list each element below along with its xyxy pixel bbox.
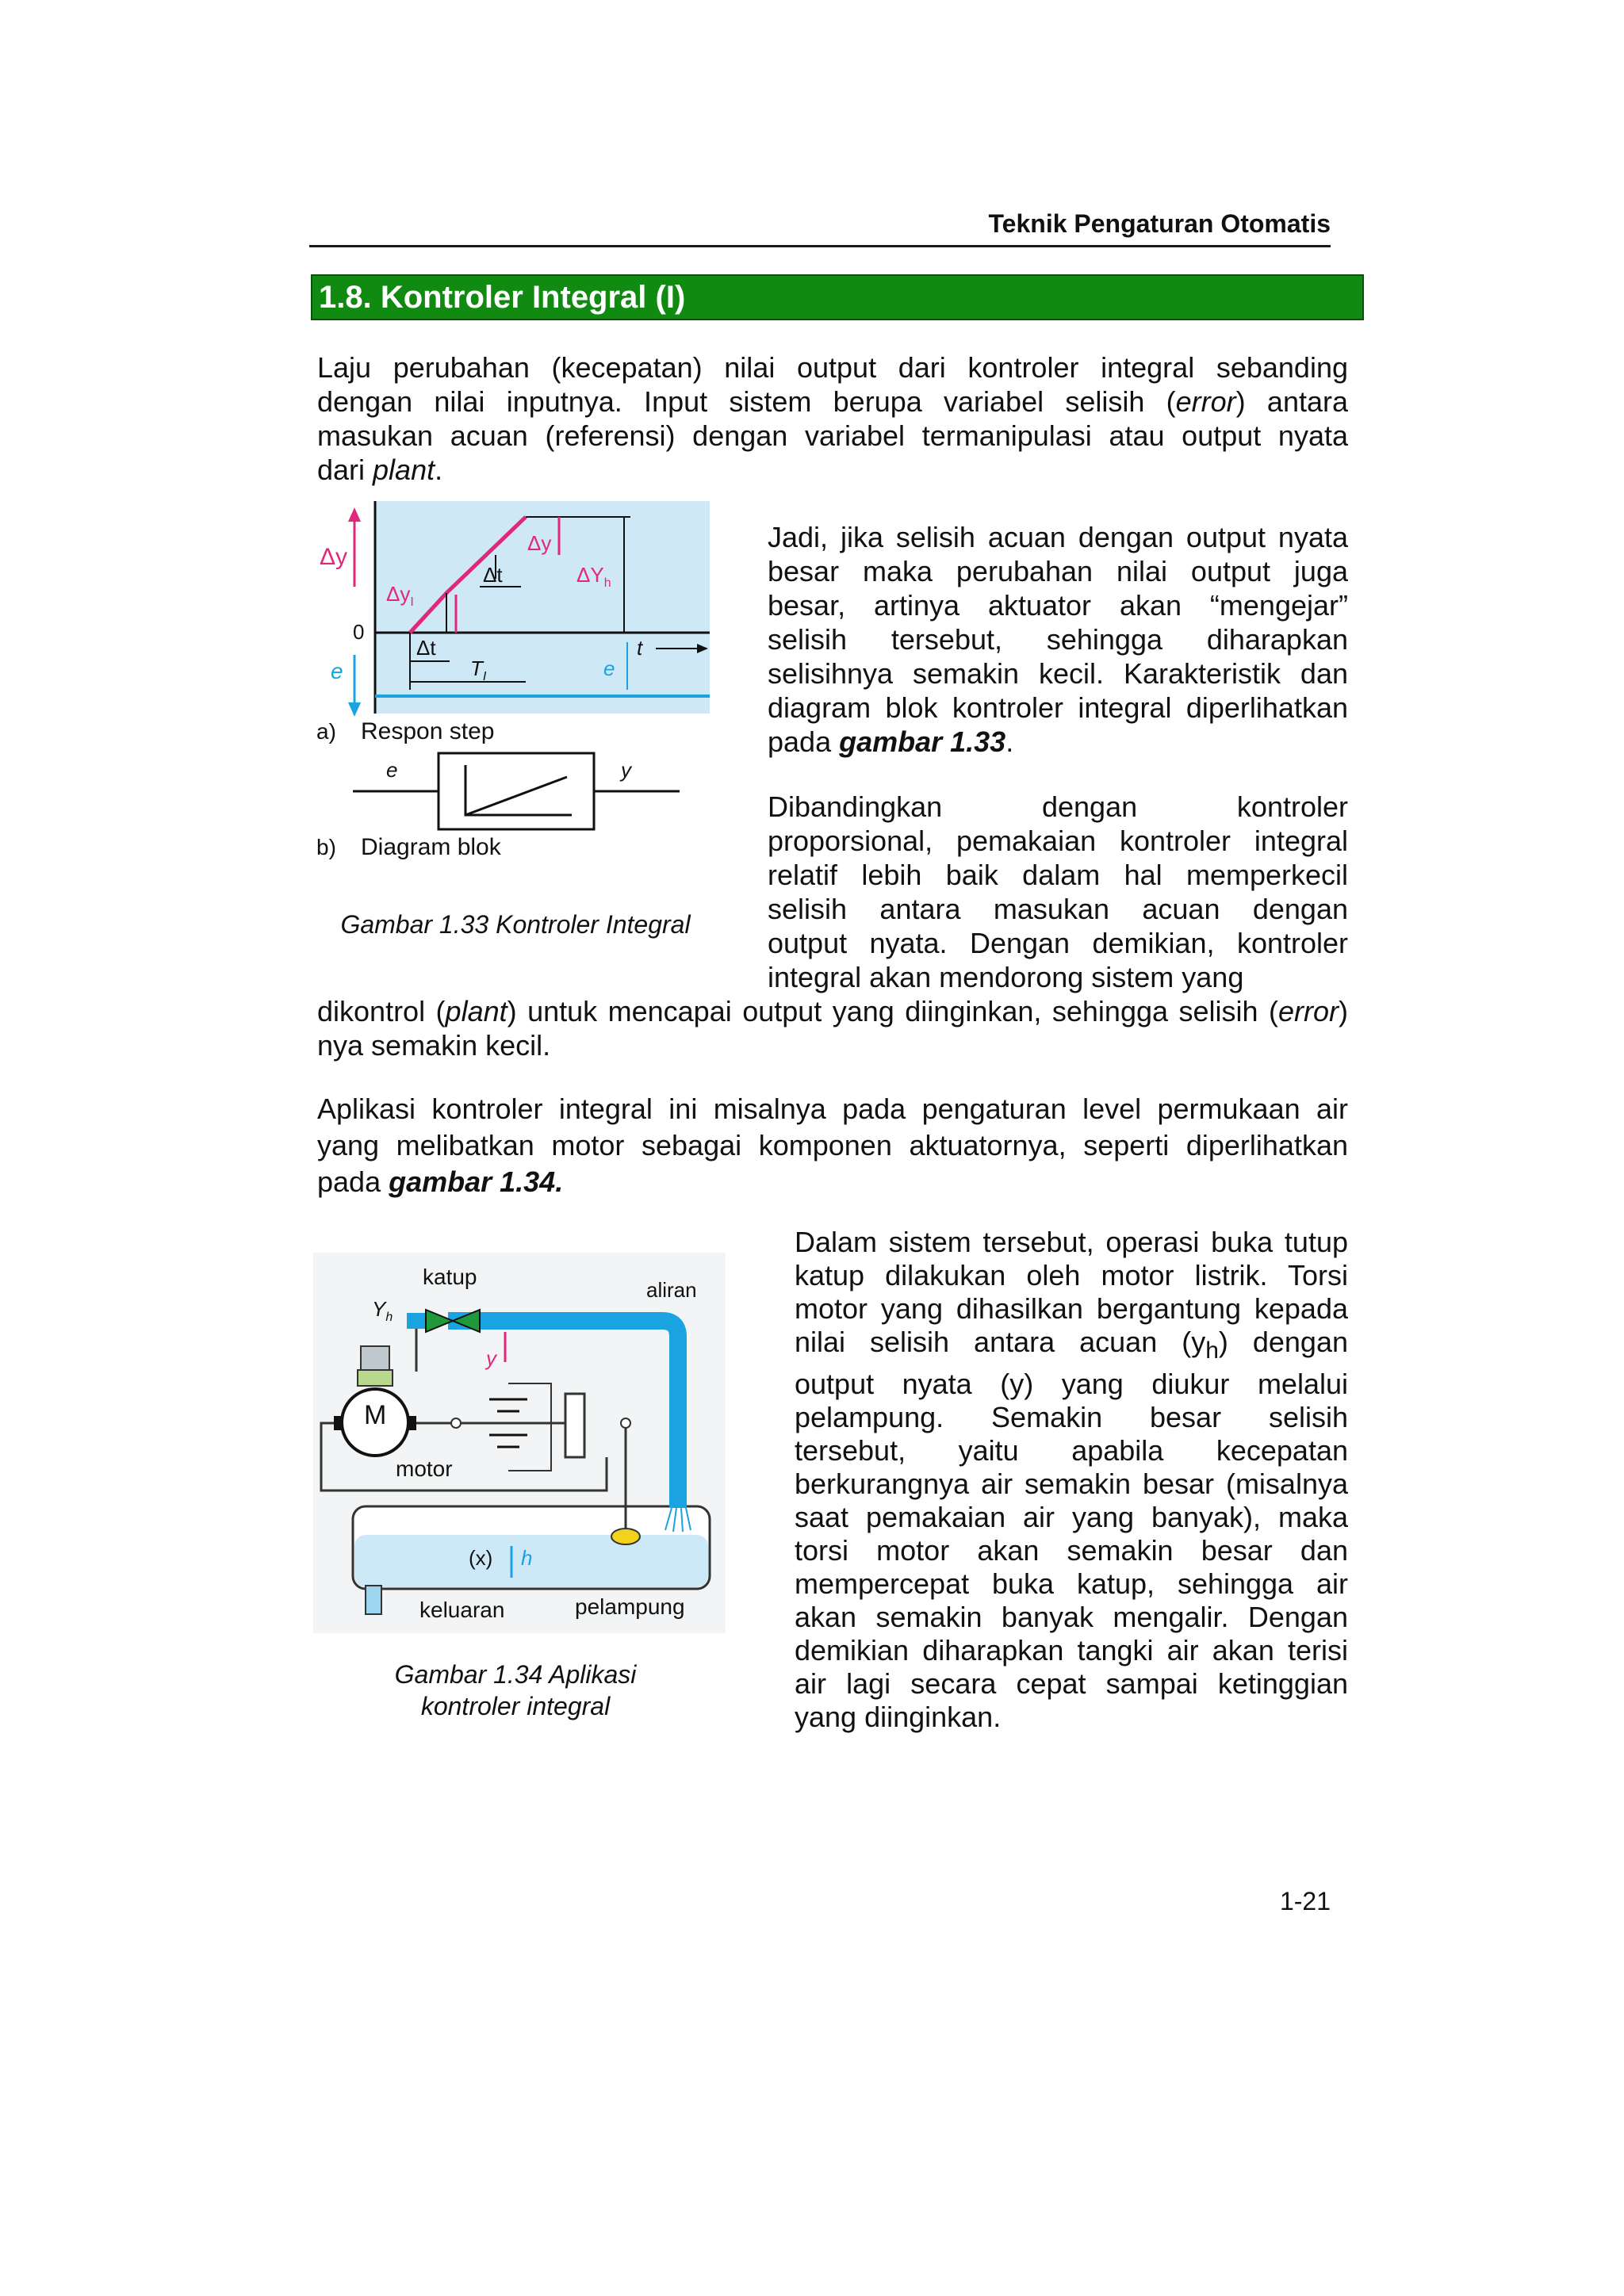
section-heading-bar [311,274,1364,320]
section-title: 1.8. Kontroler Integral (I) [319,280,686,315]
motor-m-label: M [364,1400,387,1430]
sistem-paragraph: Dalam sistem tersebut, operasi buka tutup katup dilakukan oleh motor listrik. Torsi motor yang dihasilkan bergantung kepada nilai selisih antara acuan $(y_h)$ dengan output nyata (y) yang diukur melalui pelampung. Semakin besar selisih tersebut, yaitu apabila kecepatan berkurangnya air semakin besar (misalnya saat pemakaian air yang banyak), maka torsi motor akan semakin besar dan mempercepat buka katup, sehingga air akan semakin banyak mengalir. Dengan demikian diharapkan tangki air akan terisi air lagi secara cepat sampai ketinggian yang diinginkan. [795,1226,1349,1734]
outlet-pipe [366,1586,381,1614]
dt-lower-label: Δt [416,636,436,660]
aliran-label: aliran [646,1278,697,1302]
page-number: 1-21 [1279,1887,1331,1915]
katup-label: katup [423,1265,477,1289]
h-label: h [521,1546,533,1570]
zero-label: 0 [353,620,365,644]
running-title: Teknik Pengaturan Otomatis [988,209,1331,238]
block-output-label: y [621,758,631,782]
dYh-label: $\Delta Y_h$ [576,563,611,590]
label-b-text: Diagram blok [361,834,501,860]
dyi-label: $\Delta y_I$ [386,582,414,609]
potentiometer [565,1394,584,1457]
figure-1-34-caption: Gambar 1.34 Aplikasi kontroler integral [394,1660,637,1720]
figure-1-33-caption: Gambar 1.33 Kontroler Integral [340,910,691,939]
intro-line-1: Laju perubahan (kecepatan) nilai output dari kontroler integral sebanding [317,351,1348,384]
running-header [309,208,1331,247]
motor-label: motor [396,1456,453,1481]
yh-label: $Y_h$ [372,1297,393,1324]
dt-upper-label: Δt [483,563,503,587]
valve-stem-block [407,1313,426,1329]
float [611,1529,640,1544]
gear-box [361,1346,389,1370]
motor-terminal-right [407,1416,416,1430]
x-label: (x) [469,1546,493,1570]
rod-pivot [621,1418,630,1428]
label-a-text: Respon step [361,718,495,744]
wire-node [451,1418,461,1428]
motor-coupling [358,1370,393,1386]
block-input-label: e [386,758,398,782]
dy-small-label: Δy [527,531,552,555]
y-label: y [486,1346,496,1370]
label-b: b) [316,835,336,859]
t-label: t [637,636,643,660]
dy-label: Δy [320,544,348,570]
label-a: a) [316,719,336,744]
ti-label: $T_I$ [470,656,487,683]
pelampung-label: pelampung [575,1594,685,1619]
aplikasi-paragraph: Aplikasi kontroler integral ini misalnya pada pengaturan level permukaan air yang melibatkan motor sebagai komponen aktuatornya, seperti diperlihatkan pada gambar 1.34. [317,1093,1348,1198]
figure-1-33 [313,499,726,864]
jadi-paragraph: Jadi, jika selisih acuan dengan output nyata besar maka perubahan nilai output juga besar, artinya aktuator akan “mengejar” selisih tersebut, sehingga diharapkan selisihnya semakin kecil. Karakteristik dan diagram blok kontroler integral diperlihatkan pada gambar 1.33. [768,521,1348,758]
e-right-label: e [603,656,615,680]
intro-line-3: masukan acuan (referensi) dengan variabel termanipulasi atau output nyata [317,419,1348,452]
intro-line-4: dari plant. [317,453,443,486]
dibandingkan-continuation: dikontrol (plant) untuk mencapai output yang diinginkan, sehingga selisih (error) nya semakin kecil. [317,995,1349,1062]
keluaran-label: keluaran [419,1598,505,1622]
dy-arrow-head [348,507,361,522]
intro-paragraph [317,350,1348,487]
intro-line-2: dengan nilai inputnya. Input sistem berupa variabel selisih (error) antara [317,385,1348,418]
e-arrow-head [348,702,361,717]
e-axis-label: e [331,659,343,683]
figure-1-34 [313,1253,726,1633]
dibandingkan-paragraph: Dibandingkan dengan kontroler proporsional, pemakaian kontroler integral relatif lebih baik dalam hal memperkecil selisih antara masukan acuan dengan output nyata. Dengan demikian, kontroler integral akan mendorong sistem yang [768,790,1348,993]
motor-terminal-left [334,1416,343,1430]
integral-block [439,753,594,829]
